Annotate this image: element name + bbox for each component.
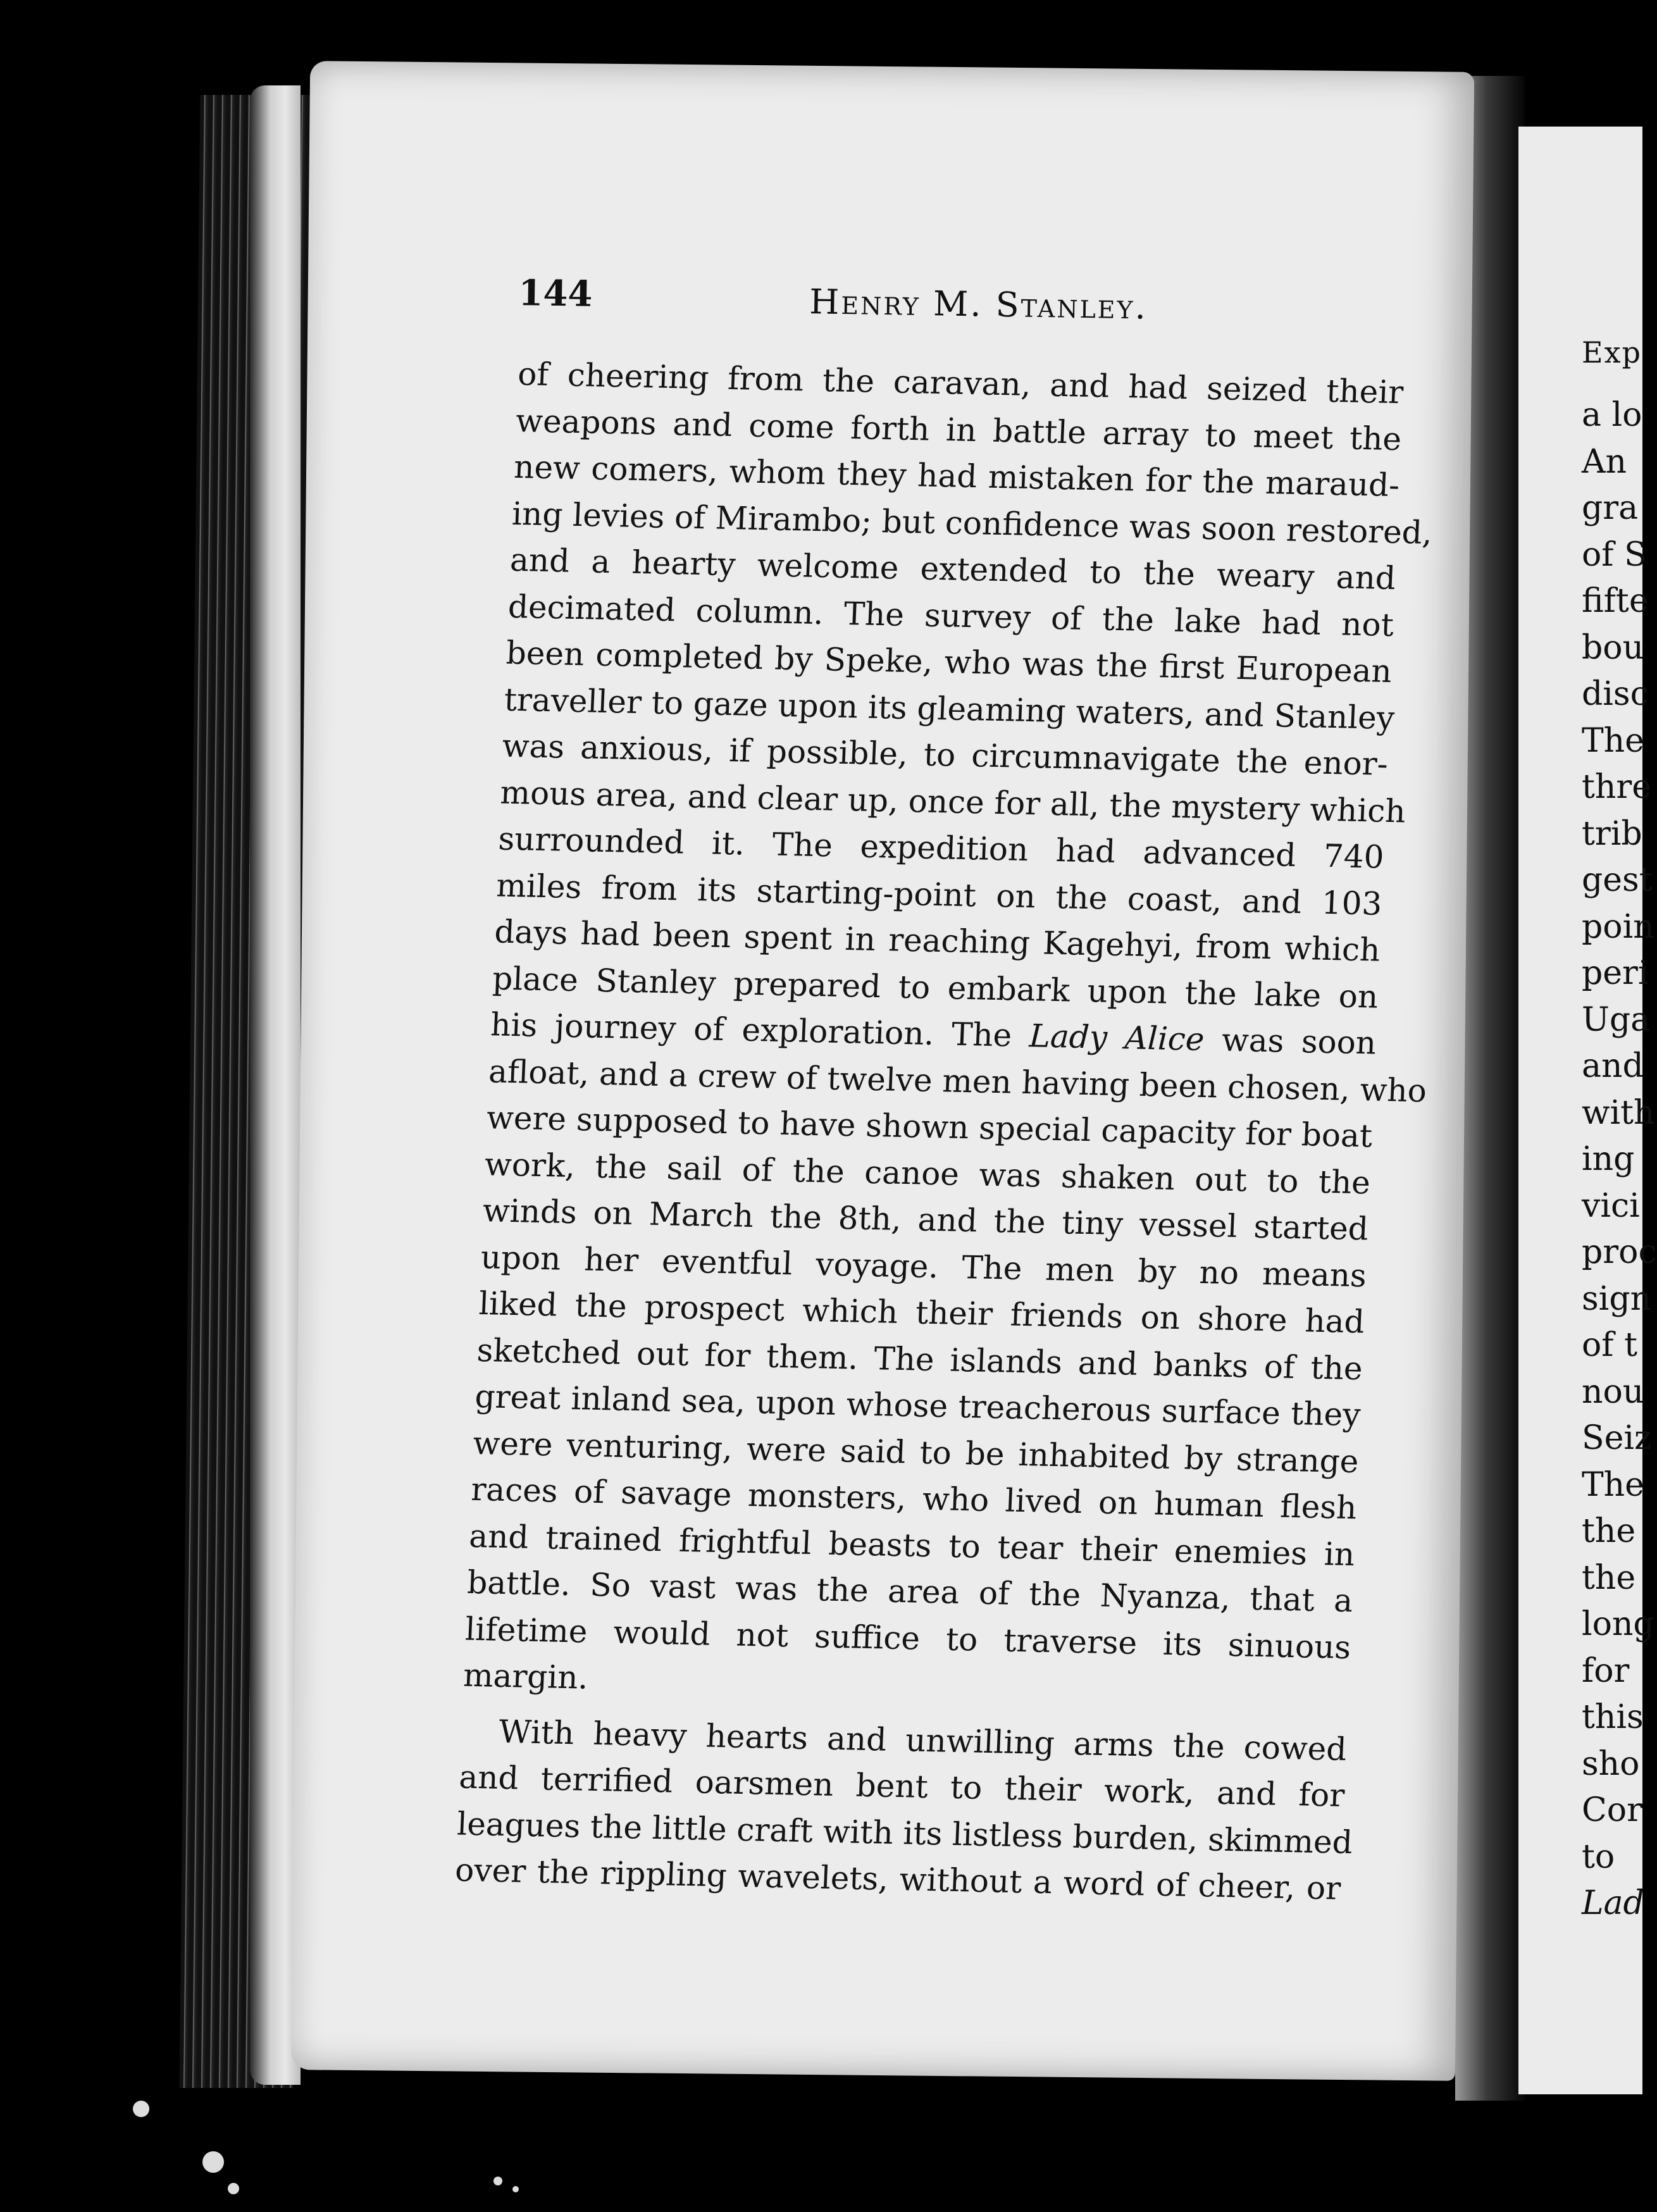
facing-page-line: with <box>1582 1093 1655 1132</box>
facing-page-line: sho <box>1582 1744 1640 1783</box>
facing-page-line: poin <box>1582 907 1654 946</box>
facing-page-line: nou <box>1582 1372 1644 1411</box>
facing-page-line: gra <box>1582 489 1639 527</box>
text-line: winds on March the 8th, and the tiny vessel started <box>481 1192 1369 1248</box>
text-line: sketched out for them. The islands and banks of the <box>476 1331 1363 1387</box>
text-line: With heavy hearts and unwilling arms the cowed <box>498 1713 1348 1768</box>
body-text <box>454 351 1433 1912</box>
text-line: been completed by Speke, who was the first European <box>505 634 1393 690</box>
dust-speck <box>133 2101 149 2117</box>
facing-page-line: trib <box>1582 814 1642 853</box>
text-line: upon her eventful voyage. The men by no means <box>480 1238 1367 1294</box>
page-number: 144 <box>518 272 593 315</box>
dust-speck <box>512 2186 519 2192</box>
text-line: weapons and come forth in battle array to meet the <box>515 402 1403 457</box>
facing-page <box>1518 127 1657 2094</box>
facing-page-line: to <box>1582 1837 1615 1876</box>
text-line: work, the sail of the canoe was shaken out to the <box>483 1145 1372 1201</box>
text-line: lifetime would not suffice to traverse its sinuous <box>464 1610 1352 1666</box>
facing-page-line: for <box>1582 1651 1630 1690</box>
text-line: liked the prospect which their friends on shore had <box>478 1285 1365 1341</box>
text-line: and terrified oarsmen bent to their work, and for <box>458 1758 1346 1814</box>
text-line: his journey of exploration. The Lady Alice was soon <box>490 1006 1377 1062</box>
facing-page-line: Cor <box>1582 1791 1642 1829</box>
italic-ship-name: Lady Alice <box>1028 1017 1205 1058</box>
text-line: ing levies of Mirambo; but confidence was soon restored, <box>511 495 1433 551</box>
dust-speck <box>493 2177 502 2185</box>
text-line: new comers, whom they had mistaken for the maraud- <box>513 448 1401 504</box>
text-line: mous area, and clear up, once for all, the mystery which <box>499 774 1406 830</box>
text-line: of cheering from the caravan, and had seized their <box>517 355 1405 411</box>
facing-page-line: The <box>1582 721 1644 760</box>
facing-page-line: vici <box>1582 1186 1640 1225</box>
text-line: leagues the little craft with its listless burden, skimmed <box>456 1805 1353 1861</box>
dust-speck <box>228 2183 239 2194</box>
facing-page-line: disc <box>1582 675 1649 713</box>
facing-page-line: long <box>1582 1605 1654 1643</box>
facing-page-line: peri <box>1582 954 1649 992</box>
facing-page-line: this <box>1582 1698 1644 1736</box>
text-line: races of savage monsters, who lived on human flesh <box>470 1470 1358 1527</box>
facing-page-line: fifte <box>1582 582 1649 620</box>
facing-page-line: The <box>1582 1465 1644 1504</box>
header-title: Henry M. Stanley. <box>809 282 1148 327</box>
text-line: traveller to gaze upon its gleaming waters, and Stanley <box>503 681 1396 736</box>
facing-page-running-head: Exp <box>1582 335 1642 370</box>
text-line: battle. So vast was the area of the Nyanza, that a <box>466 1563 1354 1620</box>
facing-page-line: An <box>1582 442 1627 481</box>
facing-page-line: proc <box>1582 1233 1657 1271</box>
text-line: place Stanley prepared to embark upon the lake on <box>492 959 1379 1016</box>
text-line: great inland sea, upon whose treacherous surface they <box>474 1377 1362 1434</box>
text-line: over the rippling wavelets, without a word of cheer, or <box>454 1851 1342 1907</box>
text-line: margin. <box>462 1656 589 1696</box>
facing-page-line: gest <box>1582 861 1653 899</box>
facing-page-line: Uga <box>1582 1000 1651 1039</box>
facing-page-line: sign <box>1582 1279 1652 1318</box>
facing-page-line: of t <box>1582 1326 1637 1364</box>
text-line: afloat, and a crew of twelve men having been chosen, who <box>488 1052 1428 1109</box>
facing-page-line: ing <box>1582 1140 1635 1178</box>
facing-page-line: and <box>1582 1047 1644 1085</box>
facing-page-line: Seiz <box>1582 1419 1652 1457</box>
text-line: surrounded it. The expedition had advanced 740 <box>497 820 1385 876</box>
facing-page-line: thre <box>1582 768 1652 806</box>
text-line: was anxious, if possible, to circumnavigate the enor- <box>501 727 1389 783</box>
facing-page-line: bou <box>1582 628 1644 667</box>
facing-page-lines <box>1582 392 1657 1927</box>
text-line: miles from its starting-point on the coast, and 103 <box>495 866 1383 923</box>
page-edge-highlight <box>250 85 301 2085</box>
facing-page-line: Lad <box>1582 1884 1644 1922</box>
facing-page-line: of S <box>1582 535 1647 574</box>
dust-speck <box>202 2151 224 2173</box>
text-line: days had been spent in reaching Kagehyi, from which <box>493 913 1381 969</box>
text-line: were venturing, were said to be inhabited by strange <box>472 1424 1360 1480</box>
facing-page-line: the <box>1582 1558 1636 1597</box>
text-line: decimated column. The survey of the lake had not <box>507 588 1395 643</box>
text-line: and trained frightful beasts to tear their enemies in <box>468 1517 1356 1573</box>
text-line: were supposed to have shown special capacity for boat <box>486 1099 1374 1155</box>
facing-page-line: a lo <box>1582 396 1642 434</box>
facing-page-line: the <box>1582 1512 1636 1550</box>
text-line: and a hearty welcome extended to the weary and <box>509 541 1397 597</box>
